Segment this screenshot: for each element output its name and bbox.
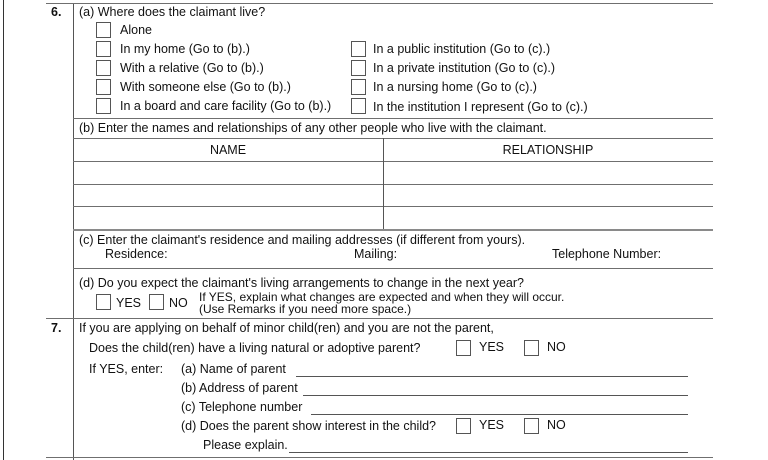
checkbox-private-institution[interactable] — [351, 60, 366, 76]
table-row-2-name-field[interactable] — [74, 186, 382, 205]
checkbox-public-institution[interactable] — [351, 41, 366, 57]
checkbox-with-someone-else[interactable] — [96, 79, 111, 95]
q7-if-yes-label: If YES, enter: — [89, 362, 164, 376]
q6d-yes-label: YES — [116, 296, 142, 310]
section-bottom-rule — [46, 457, 713, 458]
table-row-3-relationship-field[interactable] — [384, 208, 712, 228]
q6d-yes-checkbox[interactable] — [96, 294, 111, 310]
option-with-relative-label: With a relative (Go to (b).) — [120, 61, 264, 75]
option-alone-label: Alone — [120, 23, 152, 37]
q7d-no-checkbox[interactable] — [524, 418, 539, 434]
q7-living-parent-no-checkbox[interactable] — [524, 340, 539, 356]
q6d-question: (d) Do you expect the claimant's living arrangements to change in the next year? — [79, 276, 524, 290]
option-board-and-care-label: In a board and care facility (Go to (b).) — [120, 99, 332, 113]
q7b-address-of-parent-label: (b) Address of parent — [181, 381, 298, 395]
section-top-rule — [46, 3, 713, 4]
option-institution-i-represent-label: In the institution I represent (Go to (c).) — [373, 100, 588, 114]
table-header-relationship: RELATIONSHIP — [502, 143, 594, 157]
checkbox-institution-i-represent[interactable] — [351, 98, 366, 114]
section-divider-rule — [46, 318, 713, 319]
option-private-institution-label: In a private institution (Go to (c).) — [373, 61, 556, 75]
number-column-divider — [73, 3, 74, 460]
q7-living-parent-yes-label: YES — [479, 340, 505, 354]
checkbox-alone[interactable] — [96, 22, 111, 38]
option-nursing-home-label: In a nursing home (Go to (c).) — [373, 80, 537, 94]
table-header-name: NAME — [209, 143, 247, 157]
q7a-name-of-parent-field[interactable] — [296, 376, 688, 377]
q6a-bottom-rule — [73, 118, 713, 119]
q7d-yes-checkbox[interactable] — [456, 418, 471, 434]
checkbox-nursing-home[interactable] — [351, 79, 366, 95]
q6d-remarks-note: (Use Remarks if you need more space.) — [199, 302, 412, 316]
table-row-rule — [73, 206, 713, 207]
table-row-3-name-field[interactable] — [74, 208, 382, 228]
table-top-rule — [73, 138, 713, 139]
mailing-label: Mailing: — [354, 247, 398, 261]
q6a-question: (a) Where does the claimant live? — [79, 5, 266, 19]
table-column-divider — [383, 138, 384, 229]
q7a-name-of-parent-label: (a) Name of parent — [181, 362, 286, 376]
checkbox-with-relative[interactable] — [96, 60, 111, 76]
table-header-rule — [73, 161, 713, 162]
telephone-number-label: Telephone Number: — [552, 247, 662, 261]
q7-intro: If you are applying on behalf of minor child(ren) and you are not the parent, — [79, 321, 494, 335]
page-left-border — [3, 0, 4, 460]
table-row-rule — [73, 184, 713, 185]
q7d-no-label: NO — [547, 418, 566, 432]
q7d-yes-label: YES — [479, 418, 505, 432]
question-6-number: 6. — [51, 5, 62, 19]
option-public-institution-label: In a public institution (Go to (c).) — [373, 42, 551, 56]
q7-living-parent-question: Does the child(ren) have a living natural or adoptive parent? — [89, 341, 421, 355]
q7d-explain-field[interactable] — [289, 452, 688, 453]
q7-living-parent-yes-checkbox[interactable] — [456, 340, 471, 356]
option-with-someone-else-label: With someone else (Go to (b).) — [120, 80, 291, 94]
q6c-question: (c) Enter the claimant's residence and mailing addresses (if different from yours). — [79, 233, 526, 247]
q6c-bottom-rule — [73, 268, 713, 269]
table-row-1-name-field[interactable] — [74, 163, 382, 183]
q6b-question: (b) Enter the names and relationships of any other people who live with the claimant. — [79, 121, 547, 135]
q7-living-parent-no-label: NO — [547, 340, 566, 354]
checkbox-in-my-home[interactable] — [96, 41, 111, 57]
q6d-explain-text: If YES, explain what changes are expected and when they will occur. — [199, 290, 565, 304]
option-in-my-home-label: In my home (Go to (b).) — [120, 42, 250, 56]
checkbox-board-and-care[interactable] — [96, 98, 111, 114]
q6d-no-label: NO — [169, 296, 188, 310]
q7b-address-of-parent-field[interactable] — [303, 395, 688, 396]
question-7-number: 7. — [51, 321, 62, 335]
q6d-no-checkbox[interactable] — [149, 294, 164, 310]
table-row-1-relationship-field[interactable] — [384, 163, 712, 183]
q7c-telephone-number-field[interactable] — [311, 414, 688, 415]
q7d-parent-interest-question: (d) Does the parent show interest in the child? — [181, 419, 436, 433]
residence-label: Residence: — [105, 247, 168, 261]
table-bottom-rule — [73, 229, 713, 231]
table-row-2-relationship-field[interactable] — [384, 186, 712, 205]
q7c-telephone-number-label: (c) Telephone number — [181, 400, 303, 414]
q7d-please-explain-label: Please explain. — [203, 438, 288, 452]
